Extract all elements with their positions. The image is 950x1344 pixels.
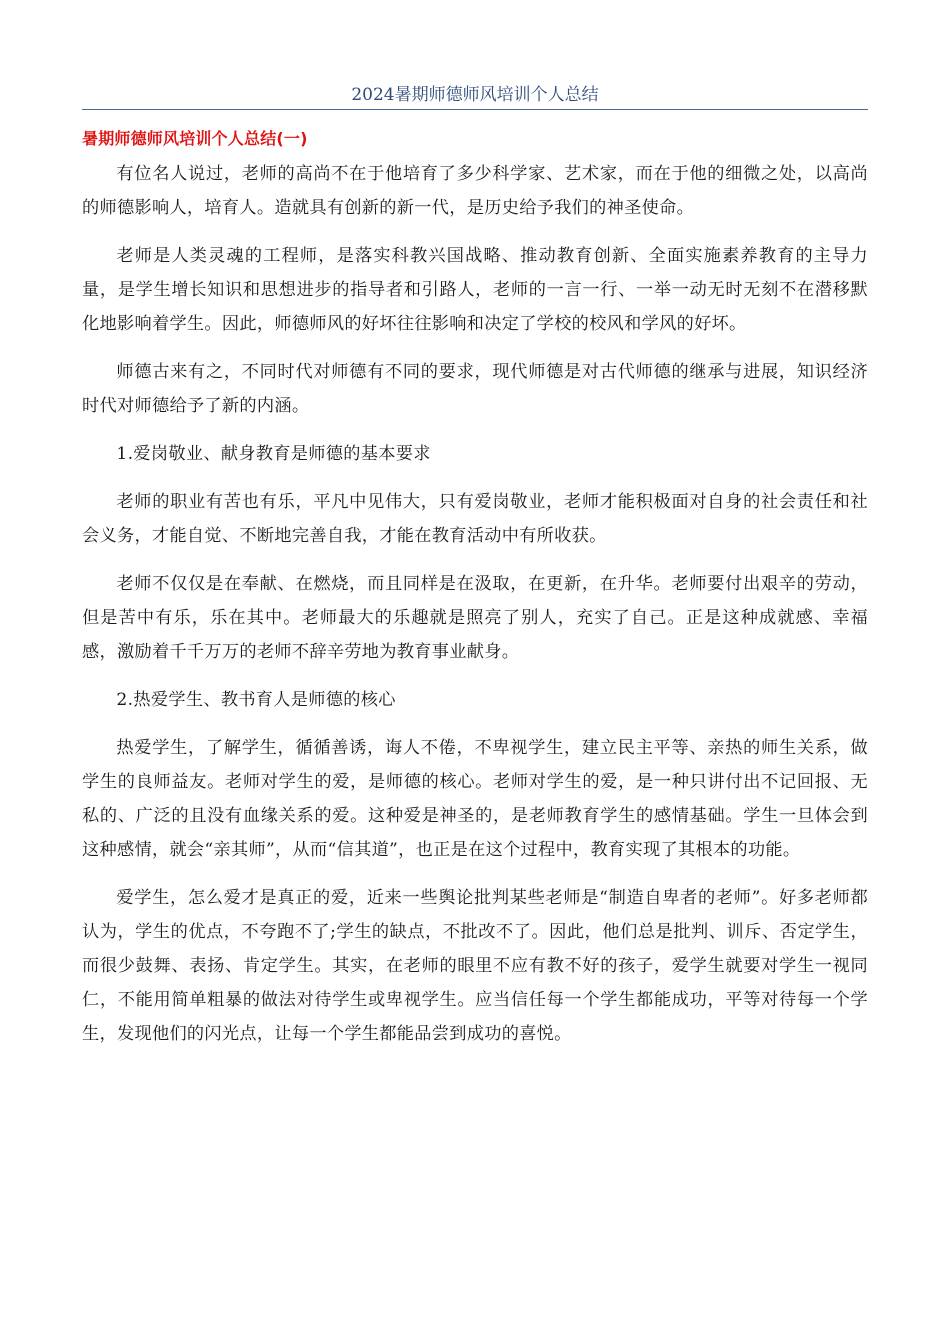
paragraph: 有位名人说过，老师的高尚不在于他培育了多少科学家、艺术家，而在于他的细微之处，以高尚的师德影响人，培育人。造就具有创新的新一代，是历史给予我们的神圣使命。 (82, 164, 868, 218)
subheading: 1.爱岗敬业、献身教育是师德的基本要求 (116, 444, 431, 464)
header-divider (82, 109, 868, 110)
paragraph: 爱学生，怎么爱才是真正的爱，近来一些舆论批判某些老师是“制造自卑者的老师”。好多老师都认为，学生的优点，不夸跑不了;学生的缺点，不批改不了。因此，他们总是批判、训斥、否定学生，而很少鼓舞、表扬、肯定学生。其实，在老师的眼里不应有教不好的孩子，爱学生就要对学生一视同仁，不能用简单粗暴的做法对待学生或卑视学生。应当信任每一个学生都能成功，平等对待每一个学生，发现他们的闪光点，让每一个学生都能品尝到成功的喜悦。 (82, 888, 868, 1044)
paragraph: 师德古来有之，不同时代对师德有不同的要求，现代师德是对古代师德的继承与进展，知识经济时代对师德给予了新的内涵。 (82, 362, 868, 416)
document-header: 2024暑期师德师风培训个人总结 (351, 85, 599, 105)
paragraph: 老师不仅仅是在奉献、在燃烧，而且同样是在汲取，在更新，在升华。老师要付出艰辛的劳动，但是苦中有乐，乐在其中。老师最大的乐趣就是照亮了别人，充实了自己。正是这种成就感、幸福感，激励着千千万万的老师不辞辛劳地为教育事业献身。 (82, 574, 868, 662)
paragraph: 热爱学生，了解学生，循循善诱，诲人不倦，不卑视学生，建立民主平等、亲热的师生关系，做学生的良师益友。老师对学生的爱，是师德的核心。老师对学生的爱，是一种只讲付出不记回报、无私的、广泛的且没有血缘关系的爱。这种爱是神圣的，是老师教育学生的感情基础。学生一旦体会到这种感情，就会“亲其师”，从而“信其道”，也正是在这个过程中，教育实现了其根本的功能。 (82, 738, 868, 860)
subheading: 2.热爱学生、教书育人是师德的核心 (116, 690, 396, 710)
section-title: 暑期师德师风培训个人总结(一) (82, 129, 308, 148)
document-body (82, 157, 868, 1065)
paragraph: 老师的职业有苦也有乐，平凡中见伟大，只有爱岗敬业，老师才能积极面对自身的社会责任和社会义务，才能自觉、不断地完善自我，才能在教育活动中有所收获。 (82, 492, 868, 546)
paragraph: 老师是人类灵魂的工程师，是落实科教兴国战略、推动教育创新、全面实施素养教育的主导力量，是学生增长知识和思想进步的指导者和引路人，老师的一言一行、一举一动无时无刻不在潜移默化地影响着学生。因此，师德师风的好坏往往影响和决定了学校的校风和学风的好坏。 (82, 246, 868, 334)
